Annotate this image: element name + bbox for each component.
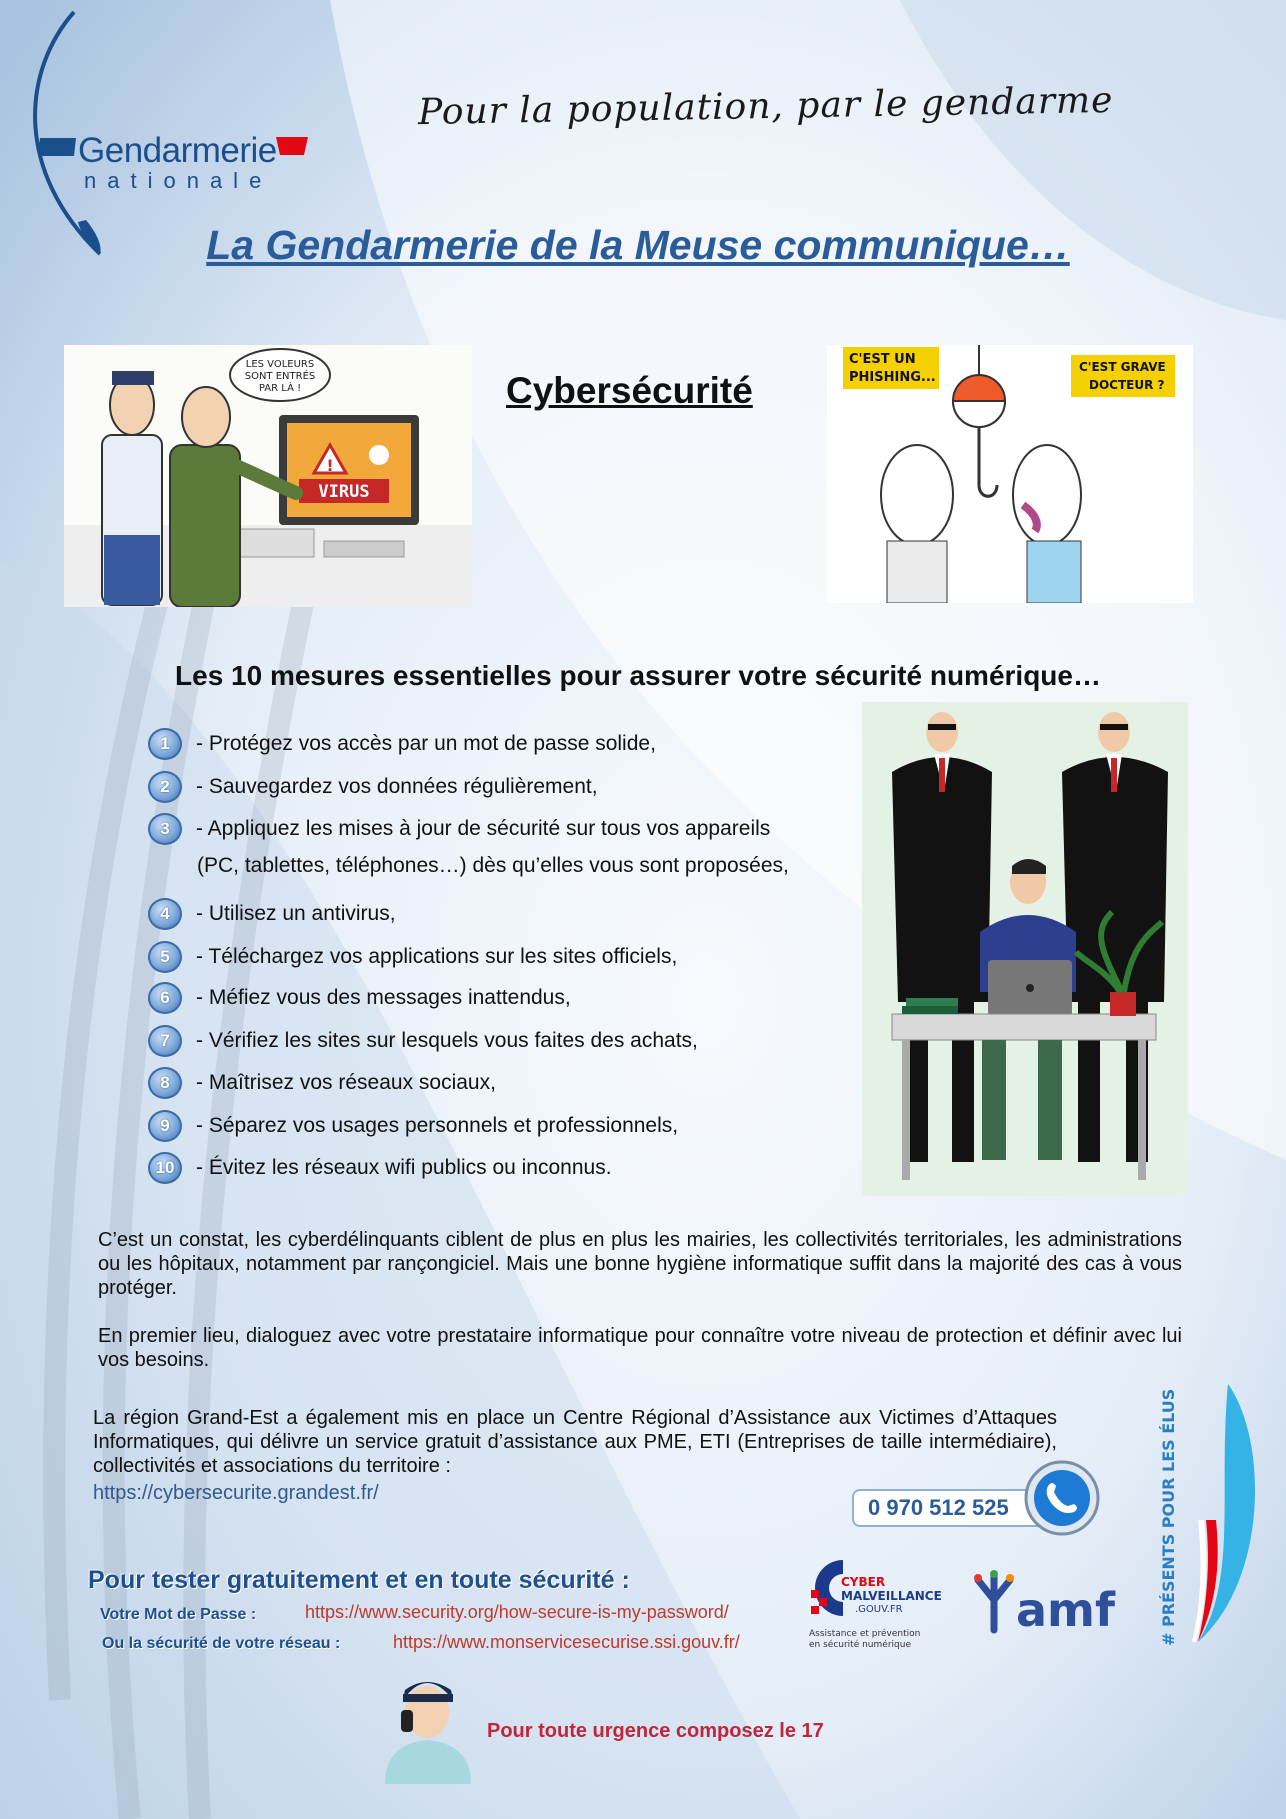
svg-text:C'EST UN: C'EST UN [849, 352, 916, 367]
cartoon-phishing [827, 345, 1193, 603]
cybermalveillance-logo [803, 1556, 953, 1654]
cm-tagline1: Assistance et prévention [809, 1629, 921, 1639]
amf-text: amf [1016, 1583, 1115, 1637]
cm-line2: MALVEILLANCE [841, 1589, 942, 1603]
svg-text:SONT ENTRÉS: SONT ENTRÉS [244, 371, 316, 382]
svg-text:DOCTEUR ?: DOCTEUR ? [1089, 378, 1165, 392]
paragraph-advice: En premier lieu, dialoguez avec votre prestataire informatique pour connaître votre niveau de protection et définir avec lui vos besoins. [98, 1325, 1182, 1371]
list-item [148, 726, 656, 762]
list-item [148, 811, 770, 847]
paragraph-region: La région Grand-Est a également mis en place un Centre Régional d’Assistance aux Victimes d’Attaques Informatiques, qui délivre un service gratuit d’assistance aux PME, ETI (Entreprises de taille intermédiaire), collectivités et associations du territoire : [93, 1407, 1057, 1477]
number-badge: 1 [148, 728, 182, 760]
logo-wordmark: Gendarmerie [78, 131, 277, 170]
amf-logo [970, 1570, 1126, 1640]
phone-number[interactable]: 0 970 512 525 [852, 1489, 1050, 1527]
banner-text: # PRÉSENTS POUR LES ÉLUS [1159, 1388, 1178, 1646]
password-label: Votre Mot de Passe : [100, 1606, 257, 1623]
cm-tagline2: en sécurité numérique [809, 1640, 911, 1650]
list-item-text: - Protégez vos accès par un mot de passe solide, [196, 732, 656, 755]
list-item [148, 769, 598, 805]
virus-sign: VIRUS [318, 482, 370, 502]
paragraph-intro: C’est un constat, les cyberdélinquants ciblent de plus en plus les mairies, les collectivités territoriales, les administrations ou les hôpitaux, notamment par rançongiciel. Mais une bonne hygiène informatique suffit dans la majorité des cas à vous protéger. [98, 1229, 1182, 1299]
number-badge: 8 [148, 1067, 182, 1099]
list-item-continuation: (PC, tablettes, téléphones…) dès qu’elles vous sont proposées, [197, 854, 789, 877]
list-item-text: - Évitez les réseaux wifi publics ou inconnus. [196, 1156, 612, 1179]
svg-text:PAR LÀ !: PAR LÀ ! [258, 383, 302, 394]
number-badge: 4 [148, 898, 182, 930]
number-badge: 3 [148, 813, 182, 845]
region-link[interactable]: https://cybersecurite.grandest.fr/ [93, 1482, 379, 1504]
list-item-text: - Méfiez vous des messages inattendus, [196, 986, 571, 1009]
security-guards-illustration [862, 702, 1188, 1196]
number-badge: 10 [148, 1152, 182, 1184]
network-label: Ou la sécurité de votre réseau : [102, 1635, 341, 1652]
number-badge: 9 [148, 1110, 182, 1142]
number-badge: 7 [148, 1025, 182, 1057]
svg-text:PHISHING...: PHISHING... [849, 370, 936, 385]
emergency-notice: Pour toute urgence composez le 17 [487, 1720, 824, 1742]
list-item [148, 1023, 698, 1059]
motto: Pour la population, par le gendarme [417, 79, 1114, 134]
phone-icon [1022, 1458, 1102, 1538]
svg-text:C'EST GRAVE: C'EST GRAVE [1079, 360, 1166, 374]
number-badge: 5 [148, 941, 182, 973]
number-badge: 2 [148, 771, 182, 803]
list-item-text: - Sauvegardez vos données régulièrement, [196, 775, 598, 798]
cm-line1: CYBER [841, 1575, 886, 1589]
list-item-text: - Utilisez un antivirus, [196, 902, 396, 925]
list-item [148, 1108, 678, 1144]
list-item-text: - Téléchargez vos applications sur les sites officiels, [196, 945, 678, 968]
number-badge: 6 [148, 982, 182, 1014]
list-item [148, 1065, 496, 1101]
svg-text:LES VOLEURS: LES VOLEURS [245, 359, 315, 370]
measures-title: Les 10 mesures essentielles pour assurer votre sécurité numérique… [175, 660, 1101, 691]
list-item [148, 980, 571, 1016]
svg-text:!: ! [326, 456, 334, 475]
password-test-link[interactable]: https://www.security.org/how-secure-is-my-password/ [305, 1602, 729, 1622]
list-item-text: - Appliquez les mises à jour de sécurité sur tous vos appareils [196, 817, 771, 840]
page-title: La Gendarmerie de la Meuse communique… [206, 222, 1070, 268]
list-item-text: - Maîtrisez vos réseaux sociaux, [196, 1071, 496, 1094]
test-title: Pour tester gratuitement et en toute sécurité : [88, 1566, 630, 1594]
section-title: Cybersécurité [506, 370, 753, 411]
list-item [148, 939, 677, 975]
network-test-link[interactable]: https://www.monservicesecurise.ssi.gouv.fr/ [393, 1632, 740, 1652]
cm-line3: .GOUV.FR [855, 1604, 903, 1615]
cartoon-virus [64, 345, 472, 607]
list-item-text: - Séparez vos usages personnels et professionnels, [196, 1114, 679, 1137]
list-item [148, 1150, 612, 1186]
list-item-text: - Vérifiez les sites sur lesquels vous faites des achats, [196, 1029, 698, 1052]
presents-pour-les-elus-banner [1138, 1380, 1258, 1650]
list-item [148, 896, 396, 932]
logo-subtitle: nationale [84, 168, 273, 193]
gendarme-phone-illustration [375, 1660, 481, 1784]
